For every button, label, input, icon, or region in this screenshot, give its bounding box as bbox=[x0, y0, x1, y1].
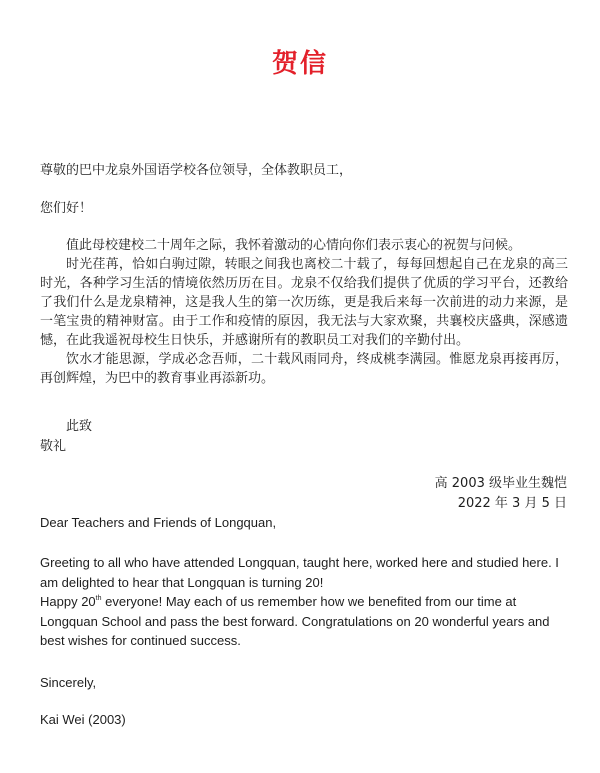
cn-paragraph: 值此母校建校二十周年之际，我怀着激动的心情向你们表示衷心的祝贺与问候。 bbox=[66, 238, 522, 253]
en-salutation: Dear Teachers and Friends of Longquan, bbox=[40, 515, 277, 530]
en-body bbox=[40, 553, 575, 651]
en-paragraph-1: Greeting to all who have attended Longquan, taught here, worked here and studied here. I am delighted to hear that Longquan is turning 20! bbox=[40, 555, 559, 590]
en-paragraph-2 bbox=[40, 592, 575, 651]
cn-closing-2: 敬礼 bbox=[40, 439, 67, 454]
en-paragraph-2-pre: Happy 20 bbox=[40, 594, 96, 609]
cn-closing-1: 此致 bbox=[66, 419, 93, 434]
cn-body bbox=[40, 236, 568, 388]
cn-paragraph: 时光荏苒，恰如白驹过隙，转眼之间我也离校二十载了，每每回想起自己在龙泉的高三时光，各种学习生活的情境依然历历在目。龙泉不仅给我们提供了优质的学习平台，还教给了我们什么是龙泉精神，这是我人生的第一次历练，更是我后来每一次前进的动力来源，是一笔宝贵的精神财富。由于工作和疫情的原因，我无法与大家欢聚，共襄校庆盛典，深感遗憾，在此我遥祝母校生日快乐，并感谢所有的教职员工对我们的辛勤付出。 bbox=[40, 257, 568, 348]
cn-greeting: 您们好！ bbox=[40, 201, 93, 216]
cn-paragraph: 饮水才能思源，学成必念吾师，二十载风雨同舟，终成桃李满园。惟愿龙泉再接再厉，再创辉煌，为巴中的教育事业再添新功。 bbox=[40, 352, 568, 386]
letter-title: 贺信 bbox=[271, 49, 328, 79]
en-paragraph-2-post: everyone! May each of us remember how we benefited from our time at Longquan School and pass the best forward. Congratulations on 20 wonderful years and best wishes for continued success. bbox=[40, 594, 550, 648]
en-signature: Kai Wei (2003) bbox=[40, 712, 126, 727]
cn-signature: 高 2003 级毕业生魏恺 bbox=[434, 476, 567, 491]
cn-salutation: 尊敬的巴中龙泉外国语学校各位领导，全体教职员工， bbox=[40, 163, 353, 178]
ordinal-suffix: th bbox=[95, 595, 102, 602]
en-closing: Sincerely, bbox=[40, 675, 97, 690]
cn-date: 2022 年 3 月 5 日 bbox=[457, 496, 567, 511]
